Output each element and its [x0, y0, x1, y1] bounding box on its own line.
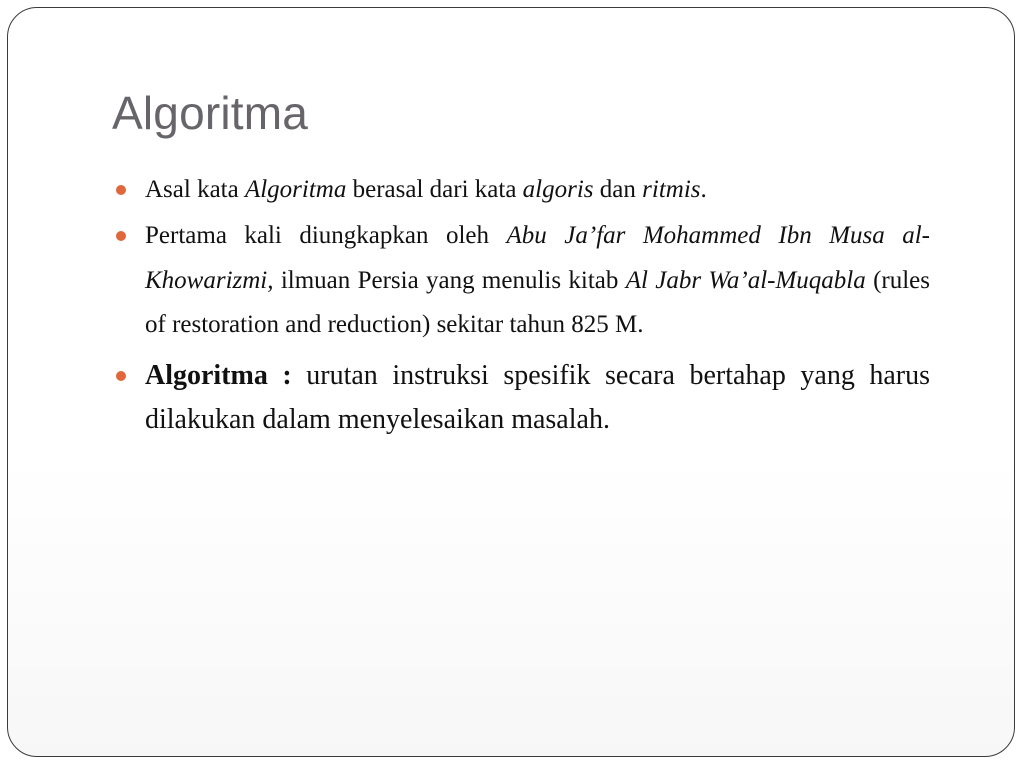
bullet-dot-icon: [116, 231, 126, 241]
bullet-text: berasal dari kata: [346, 176, 523, 203]
bullet-dot-icon: [116, 185, 126, 195]
bullet-item-definition: [112, 354, 930, 442]
bullet-item-history: [112, 214, 930, 348]
definition-term: Algoritma :: [145, 359, 292, 391]
italic-term: ritmis: [642, 176, 701, 203]
bullet-text: Asal kata: [145, 176, 245, 203]
slide-title: Algoritma: [112, 87, 309, 139]
bullet-text: ilmuan Persia yang menulis kitab: [273, 266, 626, 294]
bullet-list: [112, 168, 930, 442]
bullet-item-origin: [112, 168, 930, 212]
italic-book-title: Al Jabr Wa’al-Muqabla: [625, 266, 866, 294]
bullet-text: (rules of restoration and reduction) sekitar tahun 825 M.: [145, 266, 931, 338]
bullet-text: Pertama kali diungkapkan oleh: [145, 222, 507, 249]
italic-term: algoris: [522, 176, 594, 203]
italic-term: Algoritma: [244, 176, 347, 203]
bullet-text: .: [700, 176, 707, 203]
bullet-text: dan: [593, 176, 643, 203]
bullet-dot-icon: [116, 371, 126, 381]
italic-name: Abu Ja’far Mohammed Ibn Musa al-Khowarizmi,: [145, 222, 930, 294]
definition-text: urutan instruksi spesifik secara bertahap yang harus dilakukan dalam menyelesaikan masalah.: [145, 359, 931, 435]
